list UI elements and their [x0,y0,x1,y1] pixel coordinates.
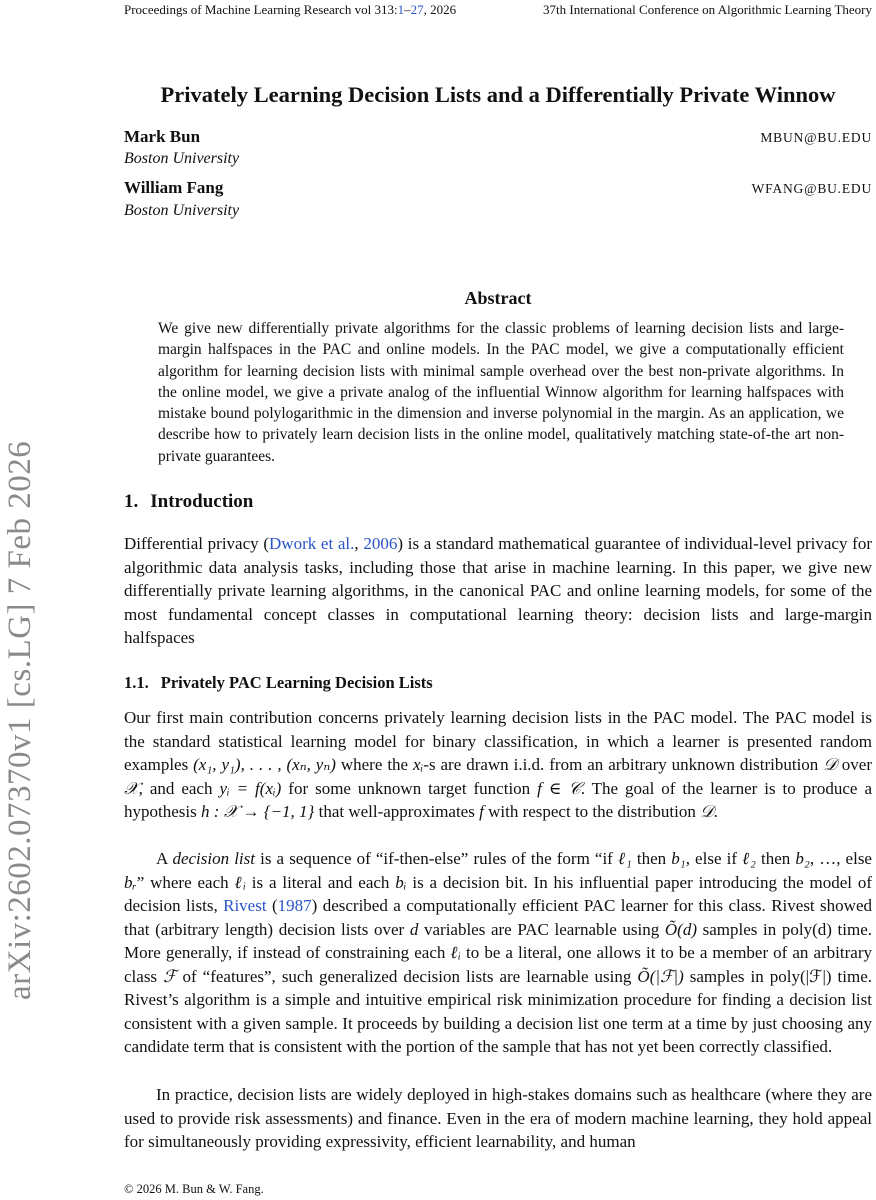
pac-model-paragraph [124,706,872,824]
text-run: for some unknown target function [281,778,538,798]
math-feature-class: ℱ [163,966,177,986]
subsection-heading-pac-decision-lists [124,673,433,693]
paper-title: Privately Learning Decision Lists and a Differentially Private Winnow [160,82,836,107]
math-xi: xᵢ [413,755,424,774]
author-email[interactable]: MBUN@BU.EDU [760,130,872,145]
citation-dwork-link[interactable]: Dwork et al. [269,534,355,553]
running-header-right: 37th International Conference on Algorithmic Learning Theory [543,2,872,17]
math-li: ℓᵢ [450,943,461,962]
text-run: -s are drawn i.i.d. from an arbitrary unknown distribution [423,755,824,774]
author-affiliation: Boston University [124,150,240,167]
author-name: William Fang [124,178,224,197]
math-poly-d: poly(d) [781,919,832,939]
citation-rivest-link[interactable]: Rivest [223,896,267,915]
subsection-title: Privately PAC Learning Decision Lists [160,673,433,692]
math-br: bᵣ [124,872,137,892]
math-label-eq: yᵢ = f(xᵢ) [219,778,282,798]
text-run: Differential privacy ( [124,534,270,553]
text-run: Our first main contribution concerns privately learning decision lists in the PAC model. The PAC model is the standard statistical learning model for binary classification, in which a learner is presented random examples [124,708,872,774]
text-run: time. Rivest’s algorithm is a simple and intuitive empirical risk minimization procedure for finding a decision list consistent with a given sample. It proceeds by building a decision list one term at a time by just choosing any candidate term that is consistent with the portion of the sample that has not yet been correctly classified. [124,966,873,1056]
math-l1: ℓ₁ [617,849,632,868]
citation-dwork-year-link[interactable]: 2006 [363,534,398,553]
text-run: is a literal and each [245,872,396,892]
author-affiliation: Boston University [124,202,240,219]
math-b1: b₁ [671,849,686,868]
author-email[interactable]: WFANG@BU.EDU [751,181,872,196]
math-domain: 𝒳 [124,778,139,798]
arxiv-stamp: arXiv:2602.07370v1 [cs.LG] 7 Feb 2026 [2,440,38,1000]
abstract-heading: Abstract [464,288,532,308]
text-run: is a decision bit. In his influential paper introducing the model of decision lists, [124,872,872,915]
text-run: , …, else [809,849,872,868]
citation-rivest-year-link[interactable]: 1987 [277,896,312,915]
text-run: , [354,534,364,553]
math-otilde-d: Õ(d) [664,919,697,939]
copyright-footer: © 2026 M. Bun & W. Fang. [124,1182,264,1196]
text-run: then [631,849,672,868]
text-run: that well-approximates [314,802,480,821]
math-li: ℓᵢ [234,872,246,892]
text-run: . [713,802,718,821]
proceedings-label: Proceedings of Machine Learning Research vol 313: [124,2,398,17]
section-title: Introduction [150,491,254,512]
text-run: , and each [138,778,220,798]
text-run: samples in [696,919,782,939]
text-run: A [156,849,173,868]
text-run: over [836,755,872,774]
proceedings-year: , 2026 [423,2,457,17]
math-poly-F: poly(|ℱ|) [769,966,832,986]
text-run: to be a literal, one allows it to be a member of an arbitrary class [124,943,872,986]
text-run: ( [266,896,278,915]
math-l2: ℓ₂ [742,849,756,868]
math-otilde-F: Õ(|ℱ|) [637,966,684,986]
math-examples: (x₁, y₁), . . . , (xₙ, yₙ) [193,755,336,774]
text-run: then [755,849,796,868]
decision-list-paragraph [124,847,872,1059]
math-distribution: 𝒟 [700,802,714,821]
text-run: samples in [683,966,770,986]
page-start-link[interactable]: 1 [397,2,405,17]
math-target-in-class: f ∈ 𝒞 [537,778,581,798]
abstract-text: We give new differentially private algorithms for the classic problems of learning decision lists and large-margin halfspaces in the PAC and online models. In the PAC model, we give a computationally efficient algorithm for learning decision lists with minimal sample overhead over the best non-private algorithms. In the online model, we give a private analog of the influential Winnow algorithm for learning halfspaces with mistake bound polylogarithmic in the dimension and inverse polynomial in the margin. As an application, we describe how to privately learn decision lists in the online model, qualitatively matching state-of-the art non-private guarantees. [158,320,844,465]
practice-paragraph: In practice, decision lists are widely deployed in high-stakes domains such as healthcare (where they are used to provide risk assessments) and finance. Even in the era of modern machine learning, they hold appeal for simultaneously providing expressivity, efficient learnability, and human [124,1085,872,1151]
text-run: variables are PAC learnable using [418,919,665,939]
text-run: ) described a computationally efficient PAC learner for this class. Rivest showed that (arbitrary length) decision lists over [124,896,872,939]
math-b2: b₂ [795,849,810,868]
text-run: is a sequence of “if-then-else” rules of the form “if [255,849,618,868]
running-header-left [124,2,456,18]
text-run: time. More generally, if instead of constraining each [124,919,872,962]
math-d: d [409,919,419,939]
emphasis-decision-list: decision list [172,849,255,868]
page-dash: – [404,2,411,17]
text-run: where the [335,755,414,774]
text-run: . The goal of the learner is to produce a hypothesis [124,778,872,821]
text-run: ) is a standard mathematical guarantee of individual-level privacy for algorithmic data analysis tasks, including those that arise in machine learning. In this paper, we give new differentially private learning algorithms, in the canonical PAC and online learning models, for some of the most fundamental concept classes in computational learning theory: decision lists and large-margin halfspaces [124,534,872,647]
subsection-number: 1.1. [124,673,149,692]
author-name: Mark Bun [124,127,201,146]
math-hypothesis: h : 𝒳 → {−1, 1} [200,802,315,821]
math-f: f [479,802,484,821]
page-end-link[interactable]: 27 [410,2,424,17]
intro-paragraph [124,532,872,650]
text-run: with respect to the distribution [483,802,701,821]
math-bi: bᵢ [395,872,407,892]
text-run: of “features”, such generalized decision lists are learnable using [176,966,638,986]
text-run: , else if [685,849,743,868]
section-number: 1. [124,491,139,512]
math-distribution: 𝒟 [823,755,837,774]
text-run: ” where each [136,872,235,892]
section-heading-introduction [124,491,253,513]
